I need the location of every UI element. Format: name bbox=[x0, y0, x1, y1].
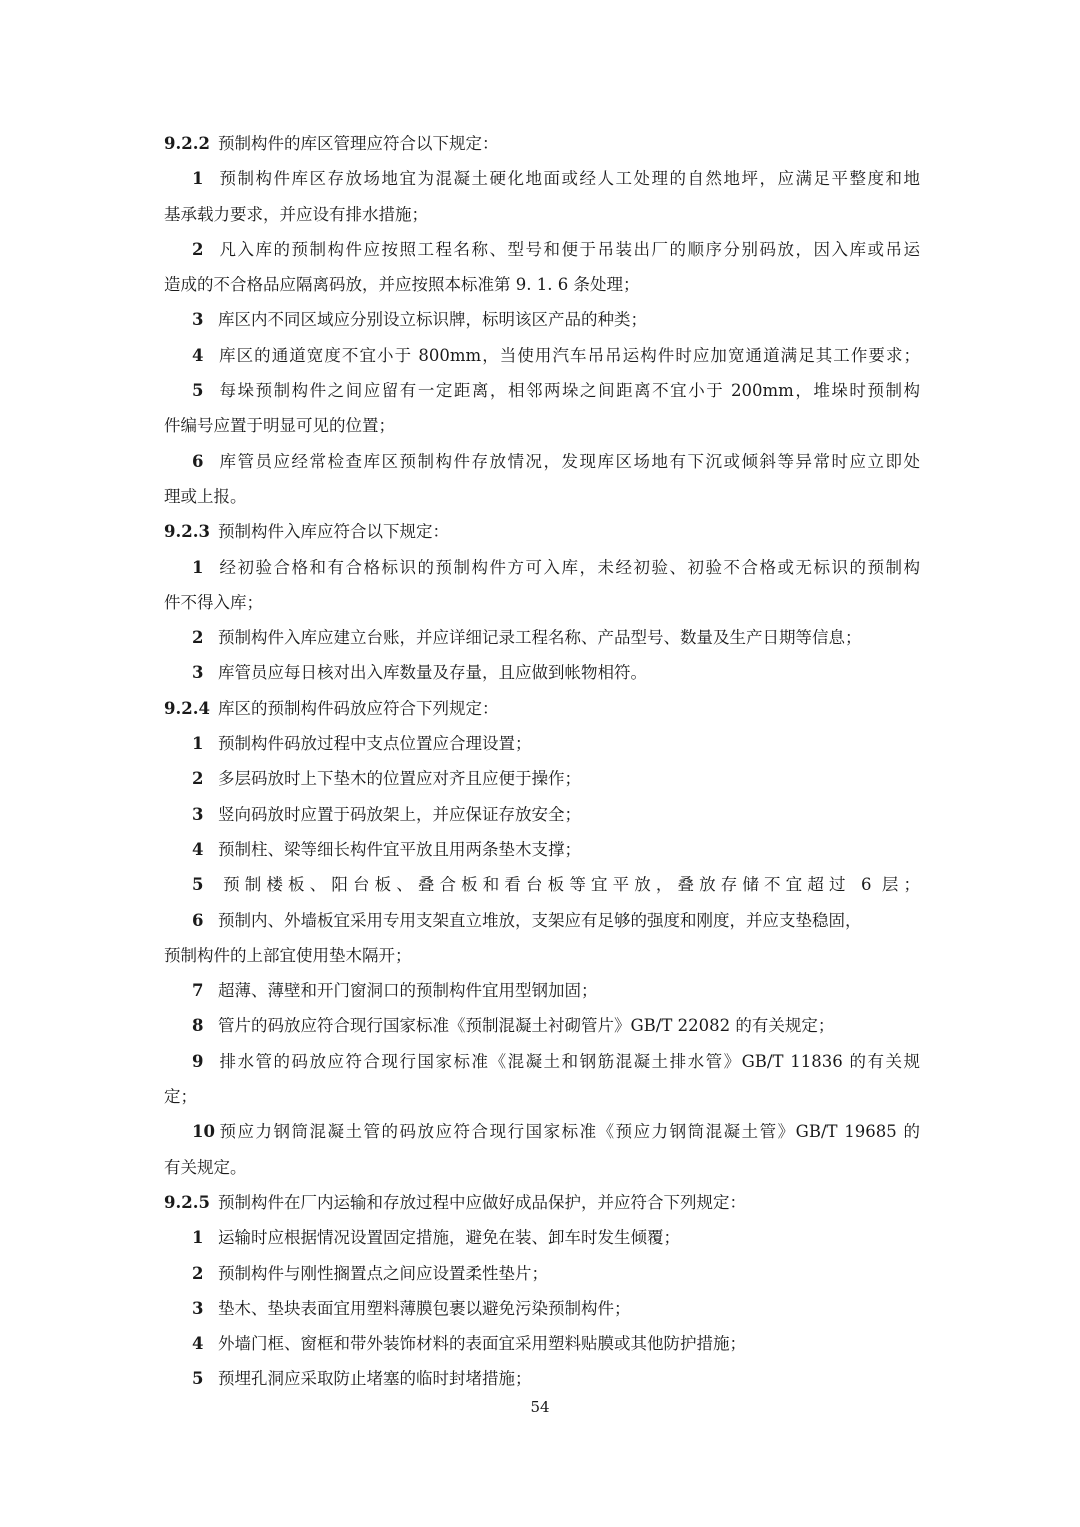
line-text: 运输时应根据情况设置固定措施，避免在装、卸车时发生倾覆； bbox=[218, 1228, 680, 1248]
line-text: 库区的预制构件码放应符合下列规定： bbox=[218, 698, 499, 718]
line-text: 预制构件入库应符合以下规定： bbox=[218, 522, 449, 542]
clause-heading bbox=[164, 691, 920, 726]
item-number: 9 bbox=[192, 1051, 204, 1071]
list-item bbox=[164, 655, 920, 690]
list-item-continuation bbox=[164, 1150, 920, 1185]
line-text: 外墙门框、窗框和带外装饰材料的表面宜采用塑料贴膜或其他防护措施； bbox=[218, 1334, 746, 1354]
item-number: 2 bbox=[192, 1263, 204, 1283]
line-text: 库管员应每日核对出入库数量及存量，且应做到帐物相符。 bbox=[218, 663, 647, 683]
list-item-continuation bbox=[164, 1079, 920, 1114]
line-text: 多层码放时上下垫木的位置应对齐且应便于操作； bbox=[218, 769, 581, 789]
list-item bbox=[164, 1361, 920, 1396]
line-text: 件不得入库； bbox=[164, 592, 263, 612]
item-number: 5 bbox=[192, 381, 204, 401]
line-text: 预制构件在厂内运输和存放过程中应做好成品保护，并应符合下列规定： bbox=[218, 1192, 746, 1212]
line-text: 理或上报。 bbox=[164, 486, 247, 506]
list-item bbox=[164, 761, 920, 796]
line-text: 预制楼板、阳台板、叠合板和看台板等宜平放，叠放存储不宜超过 6 层； bbox=[218, 875, 920, 895]
line-text: 预制构件码放过程中支点位置应合理设置； bbox=[218, 734, 532, 754]
list-item bbox=[164, 338, 920, 373]
list-item bbox=[164, 620, 920, 655]
list-item bbox=[164, 1256, 920, 1291]
line-text: 件编号应置于明显可见的位置； bbox=[164, 416, 395, 436]
line-text: 预制构件库区存放场地宜为混凝土硬化地面或经人工处理的自然地坪，应满足平整度和地 bbox=[218, 169, 920, 189]
line-text: 垫木、垫块表面宜用塑料薄膜包裹以避免污染预制构件； bbox=[218, 1298, 631, 1318]
line-text: 定； bbox=[164, 1087, 197, 1107]
list-item bbox=[164, 444, 920, 479]
list-item bbox=[164, 1114, 920, 1149]
line-text: 基承载力要求，并应设有排水措施； bbox=[164, 204, 428, 224]
item-number: 3 bbox=[192, 310, 204, 330]
list-item bbox=[164, 373, 920, 408]
list-item bbox=[164, 903, 920, 938]
document-body bbox=[164, 126, 920, 1397]
list-item bbox=[164, 726, 920, 761]
item-number: 10 bbox=[192, 1122, 215, 1142]
list-item bbox=[164, 973, 920, 1008]
line-text: 排水管的码放应符合现行国家标准《混凝土和钢筋混凝土排水管》GB/T 11836 的有关规 bbox=[218, 1051, 920, 1071]
item-number: 4 bbox=[192, 839, 204, 859]
list-item-continuation bbox=[164, 479, 920, 514]
list-item bbox=[164, 1220, 920, 1255]
list-item-continuation bbox=[164, 938, 920, 973]
line-text: 管片的码放应符合现行国家标准《预制混凝土衬砌管片》GB/T 22082 的有关规定； bbox=[218, 1016, 835, 1036]
item-number: 2 bbox=[192, 239, 204, 259]
item-number: 6 bbox=[192, 451, 204, 471]
line-text: 每垛预制构件之间应留有一定距离，相邻两垛之间距离不宜小于 200mm，堆垛时预制构 bbox=[218, 381, 920, 401]
item-number: 5 bbox=[192, 875, 204, 895]
line-text: 预埋孔洞应采取防止堵塞的临时封堵措施； bbox=[218, 1369, 532, 1389]
list-item bbox=[164, 1044, 920, 1079]
item-number: 1 bbox=[192, 557, 204, 577]
item-number: 7 bbox=[192, 981, 204, 1001]
item-number: 5 bbox=[192, 1369, 204, 1389]
item-number: 1 bbox=[192, 734, 204, 754]
clause-number: 9.2.2 bbox=[164, 134, 210, 153]
list-item bbox=[164, 1008, 920, 1043]
list-item bbox=[164, 232, 920, 267]
item-number: 8 bbox=[192, 1016, 204, 1036]
list-item bbox=[164, 161, 920, 196]
line-text: 库区内不同区域应分别设立标识牌，标明该区产品的种类； bbox=[218, 310, 647, 330]
clause-heading bbox=[164, 1185, 920, 1220]
line-text: 库管员应经常检查库区预制构件存放情况，发现库区场地有下沉或倾斜等异常时应立即处 bbox=[218, 451, 920, 471]
line-text: 库区的通道宽度不宜小于 800mm，当使用汽车吊吊运构件时应加宽通道满足其工作要求； bbox=[218, 345, 920, 365]
list-item bbox=[164, 1326, 920, 1361]
item-number: 1 bbox=[192, 1228, 204, 1248]
list-item bbox=[164, 1291, 920, 1326]
line-text: 预应力钢筒混凝土管的码放应符合现行国家标准《预应力钢筒混凝土管》GB/T 19685 的 bbox=[218, 1122, 920, 1142]
line-text: 预制构件入库应建立台账，并应详细记录工程名称、产品型号、数量及生产日期等信息； bbox=[218, 628, 862, 648]
line-text: 造成的不合格品应隔离码放，并应按照本标准第 9. 1. 6 条处理； bbox=[164, 275, 640, 295]
line-text: 有关规定。 bbox=[164, 1157, 247, 1177]
item-number: 4 bbox=[192, 1334, 204, 1354]
item-number: 6 bbox=[192, 910, 204, 930]
list-item bbox=[164, 832, 920, 867]
line-text: 超薄、薄壁和开门窗洞口的预制构件宜用型钢加固； bbox=[218, 981, 598, 1001]
clause-heading bbox=[164, 514, 920, 549]
page-number: 54 bbox=[530, 1398, 550, 1416]
clause-number: 9.2.3 bbox=[164, 522, 210, 542]
line-text: 预制构件与刚性搁置点之间应设置柔性垫片； bbox=[218, 1263, 548, 1283]
item-number: 3 bbox=[192, 1298, 204, 1318]
line-text: 预制内、外墙板宜采用专用支架直立堆放，支架应有足够的强度和刚度，并应支垫稳固， bbox=[218, 910, 862, 930]
item-number: 3 bbox=[192, 804, 204, 824]
clause-number: 9.2.5 bbox=[164, 1192, 210, 1212]
line-text: 竖向码放时应置于码放架上，并应保证存放安全； bbox=[218, 804, 581, 824]
item-number: 4 bbox=[192, 345, 204, 365]
list-item-continuation bbox=[164, 197, 920, 232]
line-text: 预制构件的库区管理应符合以下规定： bbox=[218, 134, 499, 153]
item-number: 3 bbox=[192, 663, 204, 683]
clause-number: 9.2.4 bbox=[164, 698, 210, 718]
item-number: 2 bbox=[192, 628, 204, 648]
line-text: 凡入库的预制构件应按照工程名称、型号和便于吊装出厂的顺序分别码放，因入库或吊运 bbox=[218, 239, 920, 259]
line-text: 经初验合格和有合格标识的预制构件方可入库，未经初验、初验不合格或无标识的预制构 bbox=[218, 557, 920, 577]
list-item bbox=[164, 867, 920, 902]
list-item-continuation bbox=[164, 267, 920, 302]
list-item-continuation bbox=[164, 408, 920, 443]
item-number: 1 bbox=[192, 169, 204, 189]
list-item bbox=[164, 797, 920, 832]
clause-heading bbox=[164, 126, 920, 161]
list-item-continuation bbox=[164, 585, 920, 620]
line-text: 预制构件的上部宜使用垫木隔开； bbox=[164, 945, 412, 965]
line-text: 预制柱、梁等细长构件宜平放且用两条垫木支撑； bbox=[218, 839, 581, 859]
list-item bbox=[164, 302, 920, 337]
list-item bbox=[164, 550, 920, 585]
item-number: 2 bbox=[192, 769, 204, 789]
